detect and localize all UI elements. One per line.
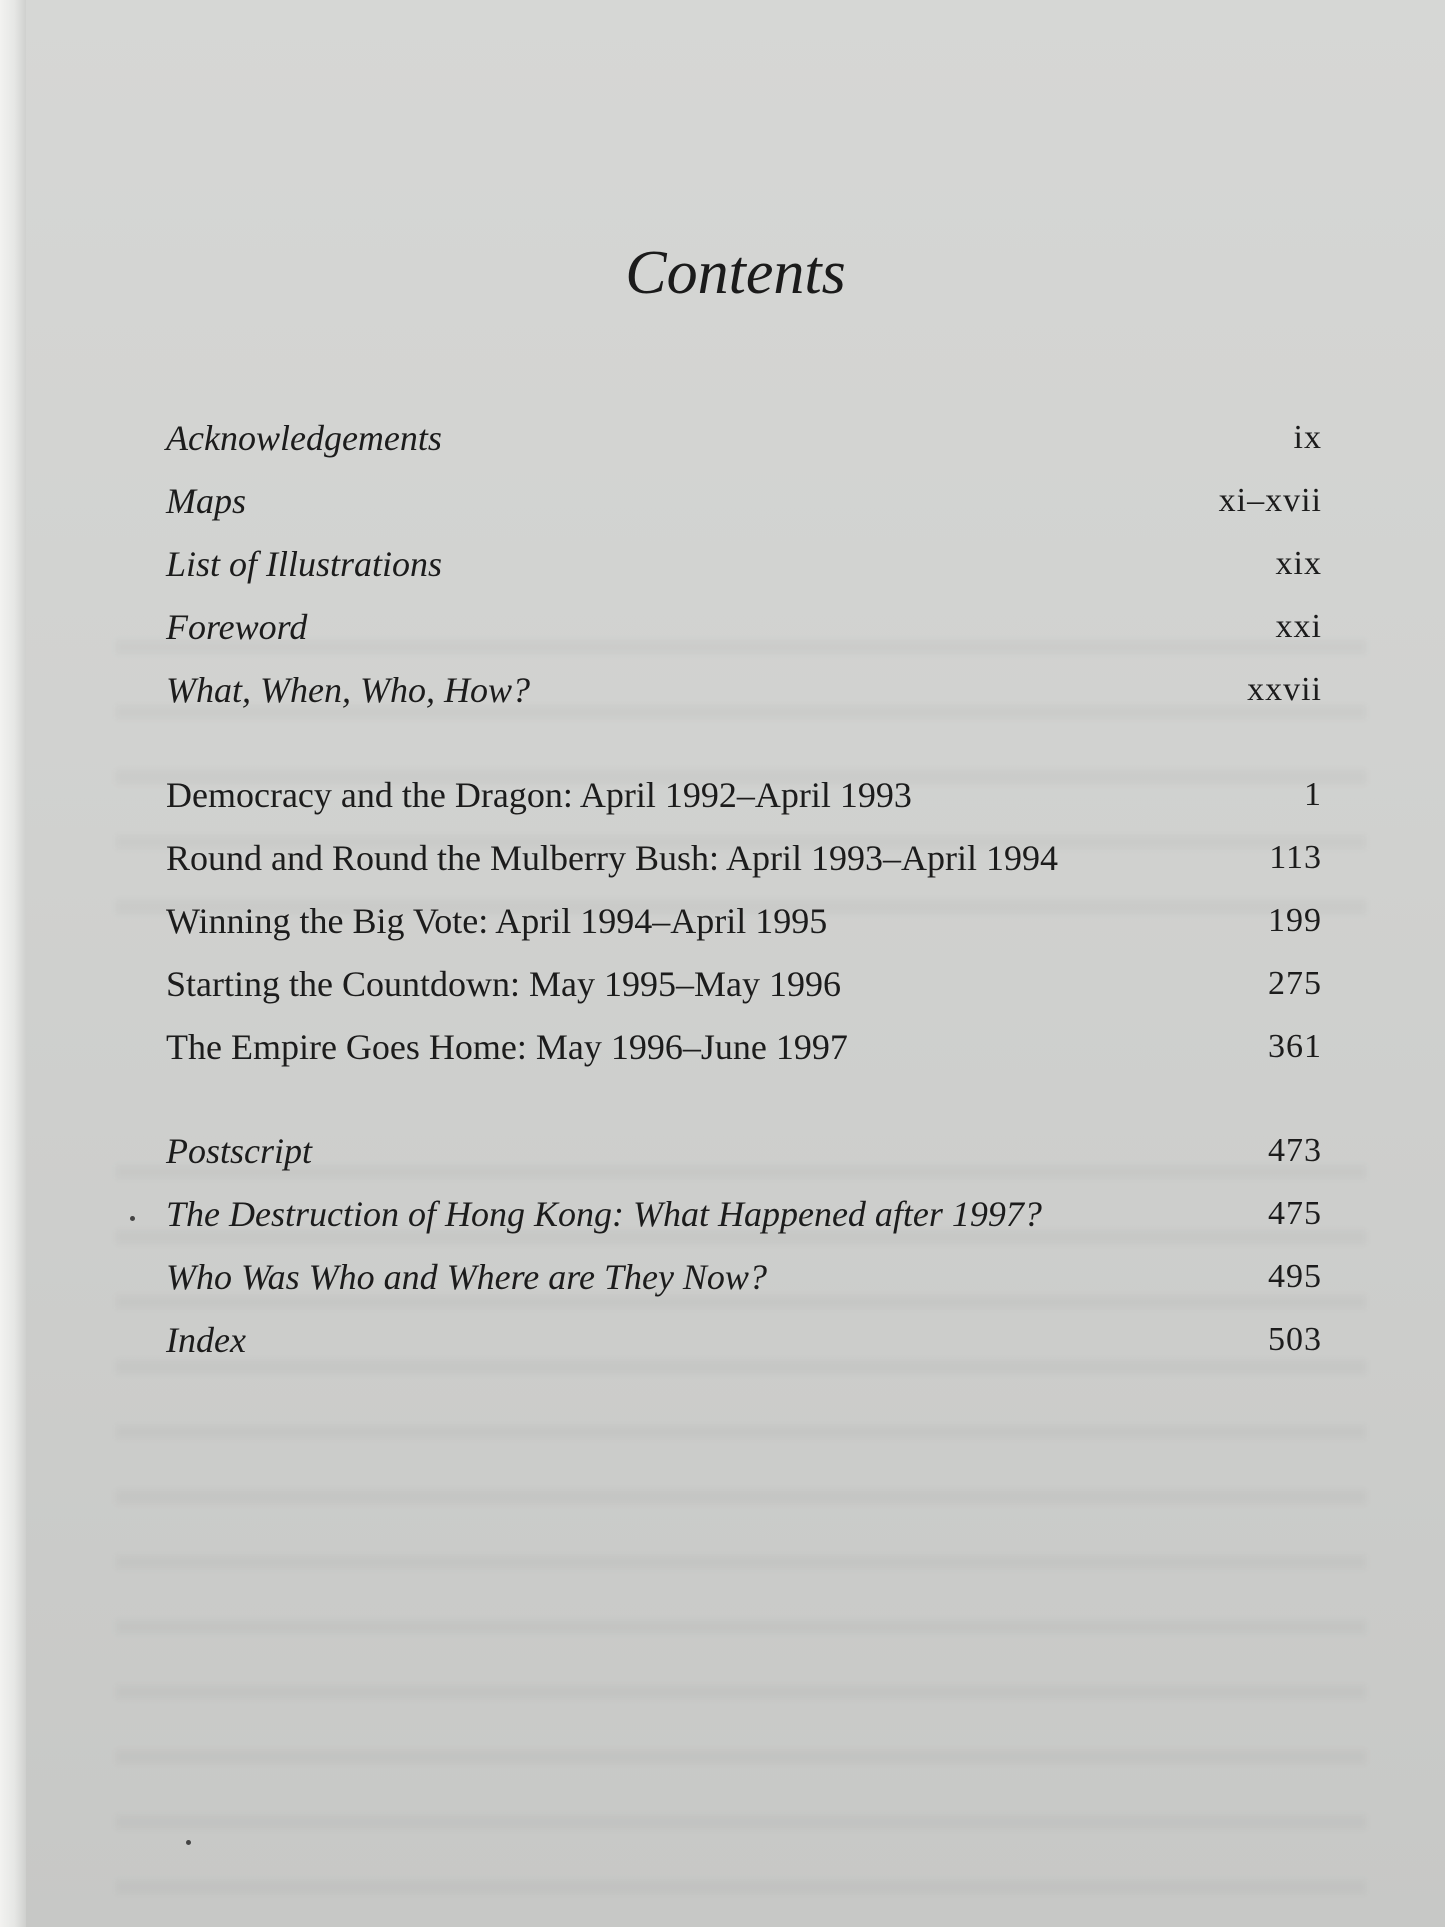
toc-entry-page: 1 — [1304, 776, 1322, 813]
show-through-line — [116, 1490, 1366, 1504]
toc-entry-label: Foreword — [166, 607, 308, 647]
toc-entry-label: Index — [166, 1320, 246, 1360]
toc-entry-page: 495 — [1268, 1258, 1322, 1295]
toc-entry-label: Who Was Who and Where are They Now? — [166, 1257, 767, 1297]
toc-entry-label: The Empire Goes Home: May 1996–June 1997 — [166, 1027, 848, 1067]
toc-entry-chapter — [166, 833, 1322, 883]
toc-entry-page: 473 — [1268, 1132, 1322, 1169]
toc-entry-back-matter — [166, 1315, 1322, 1365]
toc-entry-front-matter — [166, 413, 1322, 463]
contents-heading: Contents — [625, 239, 846, 307]
toc-entry-page: 199 — [1268, 902, 1322, 939]
ink-speck — [186, 1840, 191, 1845]
toc-entry-page: xxvii — [1247, 671, 1322, 708]
toc-entry-chapter — [166, 896, 1322, 946]
toc-entry-label: Postscript — [166, 1131, 313, 1171]
toc-entry-page: xix — [1275, 545, 1322, 582]
show-through-line — [116, 1815, 1366, 1829]
toc-entry-page: 361 — [1268, 1028, 1322, 1065]
toc-entry-page: 275 — [1268, 965, 1322, 1002]
toc-entry-front-matter — [166, 665, 1322, 715]
show-through-line — [116, 1425, 1366, 1439]
toc-entry-label: Maps — [166, 481, 246, 521]
show-through-line — [116, 1555, 1366, 1569]
toc-entry-page: xi–xvii — [1218, 482, 1322, 519]
ink-speck — [130, 1216, 135, 1221]
book-page — [26, 0, 1445, 1927]
toc-entry-page: 113 — [1269, 839, 1322, 876]
toc-entry-back-matter — [166, 1252, 1322, 1302]
toc-entry-page: 503 — [1268, 1321, 1322, 1358]
toc-entry-page: ix — [1293, 419, 1322, 456]
toc-entry-chapter — [166, 770, 1322, 820]
toc-entry-front-matter — [166, 476, 1322, 526]
page-edge — [0, 0, 26, 1927]
toc-entry-chapter — [166, 1022, 1322, 1072]
toc-entry-label: The Destruction of Hong Kong: What Happened after 1997? — [166, 1194, 1042, 1234]
toc-entry-back-matter — [166, 1126, 1322, 1176]
toc-entry-label: Round and Round the Mulberry Bush: April 1993–April 1994 — [166, 838, 1058, 878]
show-through-line — [116, 1620, 1366, 1634]
toc-entry-page: xxi — [1275, 608, 1322, 645]
show-through-line — [116, 1685, 1366, 1699]
toc-entry-page: 475 — [1268, 1195, 1322, 1232]
toc-entry-label: List of Illustrations — [166, 544, 443, 584]
toc-entry-label: Acknowledgements — [166, 418, 442, 458]
toc-entry-front-matter — [166, 602, 1322, 652]
toc-entry-chapter — [166, 959, 1322, 1009]
show-through-line — [116, 1880, 1366, 1894]
toc-entry-label: Democracy and the Dragon: April 1992–April 1993 — [166, 775, 912, 815]
toc-entry-label: What, When, Who, How? — [166, 670, 530, 710]
toc-entry-back-matter — [166, 1189, 1322, 1239]
toc-entry-label: Winning the Big Vote: April 1994–April 1995 — [166, 901, 828, 941]
show-through-line — [116, 1750, 1366, 1764]
toc-entry-front-matter — [166, 539, 1322, 589]
toc-entry-label: Starting the Countdown: May 1995–May 1996 — [166, 964, 841, 1004]
